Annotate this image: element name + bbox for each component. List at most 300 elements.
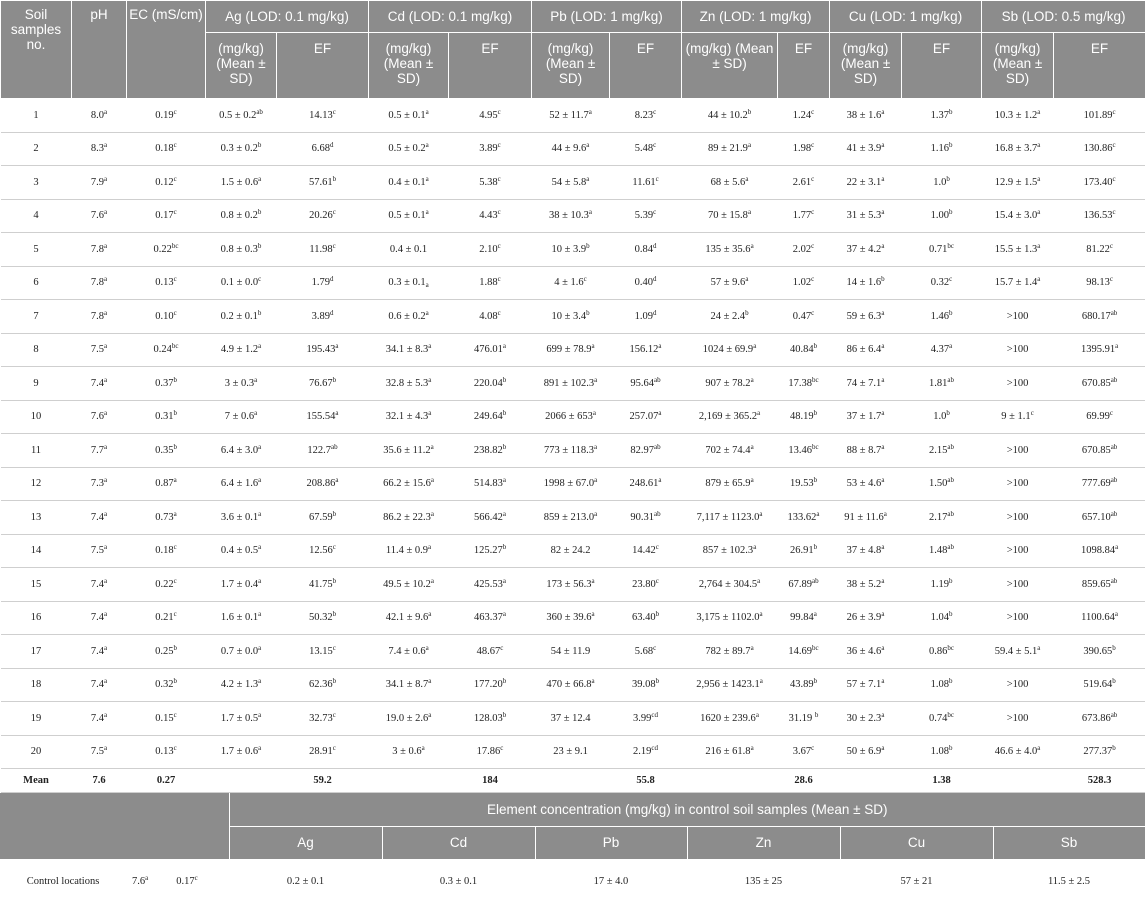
- significance-letter: c: [811, 107, 815, 116]
- significance-letter: bc: [947, 710, 955, 719]
- cell-zn-ef: 3.67$^c$: [778, 735, 830, 769]
- significance-letter: a: [1114, 610, 1118, 619]
- cell-cd-conc: 11.4 ± 0.9$^a$: [369, 534, 449, 568]
- significance-letter: b: [813, 677, 818, 686]
- significance-letter: b: [655, 677, 660, 686]
- significance-letter: a: [881, 308, 885, 317]
- significance-letter: a: [104, 141, 108, 150]
- cell-ph: 7.9$^a$: [72, 166, 127, 200]
- significance-letter: a: [258, 643, 262, 652]
- cell-sb-ef: 519.64$^b$: [1054, 668, 1145, 702]
- cell-pb-ef: 248.61$^a$: [610, 467, 682, 501]
- significance-letter: a: [658, 409, 662, 418]
- significance-letter: a: [591, 342, 595, 351]
- cell-cu-conc: 37 ± 4.2$^a$: [830, 233, 902, 267]
- cell-ag-conc: 6.4 ± 1.6$^a$: [206, 467, 277, 501]
- cell-zn-ef: 99.84$^a$: [778, 601, 830, 635]
- cell-cd-conc: 0.4 ± 0.1$^a$: [369, 166, 449, 200]
- table-row: [1, 367, 1145, 401]
- table-row: [1, 166, 1145, 200]
- significance-letter: b: [502, 375, 507, 384]
- cell-sb-ef: 859.65$^{ab}$: [1054, 568, 1145, 602]
- cell-sample-no: 20: [1, 735, 72, 769]
- significance-letter: b: [502, 543, 507, 552]
- cell-pb-conc: 10 ± 3.4$^b$: [532, 300, 610, 334]
- significance-letter: a: [258, 174, 262, 183]
- table-row: [1, 333, 1145, 367]
- significance-letter: a: [258, 677, 262, 686]
- cell-sb-conc: >100: [982, 568, 1054, 602]
- cell-pb-conc: 52 ± 11.7$^a$: [532, 99, 610, 133]
- significance-letter: ab: [947, 442, 955, 451]
- significance-letter: a: [425, 107, 429, 116]
- cell-sample-no: 3: [1, 166, 72, 200]
- significance-letter: a: [747, 141, 752, 150]
- significance-letter: a: [881, 241, 885, 250]
- control-title: Element concentration (mg/kg) in control soil samples (Mean ± SD): [229, 793, 1145, 826]
- cell-cd-ef: 17.86$^c$: [449, 735, 532, 769]
- cell-zn-conc: 1620 ± 239.6$^a$: [682, 702, 778, 736]
- significance-letter: c: [653, 208, 657, 217]
- cell-cu-ef: 1.0$^b$: [902, 400, 982, 434]
- cell-ec: 0.18$^c$: [127, 534, 206, 568]
- cell-pb-ef: 5.68$^c$: [610, 635, 682, 669]
- cell-sb-ef: 390.65$^b$: [1054, 635, 1145, 669]
- significance-letter: a: [425, 308, 429, 317]
- significance-letter: b: [814, 710, 819, 719]
- cell-ag-conc: 0.3 ± 0.2$^b$: [206, 132, 277, 166]
- significance-letter: a: [428, 543, 432, 552]
- table-row: [1, 199, 1145, 233]
- cell-ec: 0.10$^c$: [127, 300, 206, 334]
- cell-sb-ef: 101.89$^c$: [1054, 99, 1145, 133]
- significance-letter: a: [104, 543, 108, 552]
- significance-letter: a: [750, 476, 754, 485]
- table-row: [1, 534, 1145, 568]
- significance-letter: b: [948, 677, 953, 686]
- cell-sample-no: 11: [1, 434, 72, 468]
- significance-letter: a: [745, 174, 749, 183]
- significance-letter: a: [881, 107, 885, 116]
- significance-letter: a: [592, 409, 596, 418]
- table-row: [1, 99, 1145, 133]
- significance-letter: b: [946, 174, 950, 183]
- cell-ph: 7.4$^a$: [72, 668, 127, 702]
- cell-ag-conc: 0.8 ± 0.3$^b$: [206, 233, 277, 267]
- cell-pb-ef: 156.12$^a$: [610, 333, 682, 367]
- cell-sb-conc: 46.6 ± 4.0$^a$: [982, 735, 1054, 769]
- cell-pb-conc: 173 ± 56.3$^a$: [532, 568, 610, 602]
- control-element-header: Ag: [229, 826, 382, 859]
- cell-ag-ef: 50.32$^b$: [277, 601, 369, 635]
- significance-letter: b: [332, 509, 337, 518]
- cell-ag-conc: 6.4 ± 3.0$^a$: [206, 434, 277, 468]
- cell-pb-ef: 8.23$^c$: [610, 99, 682, 133]
- significance-letter: a: [258, 744, 262, 753]
- control-table: [0, 793, 1145, 903]
- significance-letter: ab: [947, 509, 955, 518]
- cell-cd-ef: 125.27$^b$: [449, 534, 532, 568]
- significance-letter: a: [428, 710, 432, 719]
- cell-pb-conc: 859 ± 213.0$^a$: [532, 501, 610, 535]
- cell-ph: 8.3$^a$: [72, 132, 127, 166]
- cell-ag-conc: 3 ± 0.3$^a$: [206, 367, 277, 401]
- significance-letter: a: [254, 375, 258, 384]
- significance-letter: a: [104, 275, 108, 284]
- cell-cu-conc: 30 ± 2.3$^a$: [830, 702, 902, 736]
- cell-cu-conc: 38 ± 5.2$^a$: [830, 568, 902, 602]
- significance-letter: b: [1112, 744, 1116, 753]
- cell-ph: 7.4$^a$: [72, 601, 127, 635]
- significance-letter: a: [430, 509, 434, 518]
- cell-sb-ef: 81.22$^c$: [1054, 233, 1145, 267]
- cell-sb-ef: 98.13$^c$: [1054, 266, 1145, 300]
- cell-pb-conc: 891 ± 102.3$^a$: [532, 367, 610, 401]
- significance-letter: ab: [654, 509, 661, 518]
- cell-zn-conc: 24 ± 2.4$^b$: [682, 300, 778, 334]
- significance-letter: c: [173, 174, 177, 183]
- cell-cd-conc: 0.5 ± 0.1$^a$: [369, 199, 449, 233]
- significance-letter: c: [1109, 241, 1113, 250]
- significance-letter: ab: [1110, 375, 1118, 384]
- significance-letter: a: [425, 174, 429, 183]
- cell-zn-conc: 7,117 ± 1123.0$^a$: [682, 501, 778, 535]
- significance-letter: b: [332, 375, 337, 384]
- cell-sample-no: 6: [1, 266, 72, 300]
- mean-sb-conc: [982, 769, 1054, 793]
- significance-letter: a: [881, 342, 885, 351]
- cell-ph: 7.6$^a$: [72, 199, 127, 233]
- cell-ag-ef: 41.75$^b$: [277, 568, 369, 602]
- cell-sample-no: 16: [1, 601, 72, 635]
- cell-ph: 7.4$^a$: [72, 702, 127, 736]
- cell-sb-ef: 173.40$^c$: [1054, 166, 1145, 200]
- cell-cd-conc: 34.1 ± 8.7$^a$: [369, 668, 449, 702]
- significance-letter: c: [655, 576, 659, 585]
- mean-sb-ef: 528.3: [1054, 769, 1145, 793]
- significance-letter: a: [881, 174, 885, 183]
- significance-letter: c: [173, 610, 177, 619]
- significance-letter: b: [948, 141, 953, 150]
- cell-pb-ef: 11.61$^c$: [610, 166, 682, 200]
- cell-pb-conc: 1998 ± 67.0$^a$: [532, 467, 610, 501]
- significance-letter: bc: [812, 375, 819, 384]
- cell-ec: 0.17$^c$: [127, 199, 206, 233]
- cell-sb-conc: >100: [982, 668, 1054, 702]
- significance-letter: a: [145, 873, 149, 882]
- cell-ag-conc: 0.4 ± 0.5$^a$: [206, 534, 277, 568]
- significance-letter: a: [881, 710, 885, 719]
- significance-letter: a: [757, 409, 761, 418]
- subheader-conc: (mg/kg) (Mean ± SD): [682, 33, 778, 99]
- cell-ag-conc: 1.7 ± 0.6$^a$: [206, 735, 277, 769]
- cell-cu-ef: 1.04$^b$: [902, 601, 982, 635]
- cell-sb-ef: 680.17$^{ab}$: [1054, 300, 1145, 334]
- significance-letter: b: [502, 677, 507, 686]
- cell-ec: 0.19$^c$: [127, 99, 206, 133]
- significance-letter: a: [1037, 241, 1041, 250]
- cell-sb-conc: >100: [982, 501, 1054, 535]
- table-row: [1, 668, 1145, 702]
- significance-letter: b: [745, 308, 749, 317]
- cell-cu-ef: 1.48$^{ab}$: [902, 534, 982, 568]
- significance-letter: b: [586, 241, 590, 250]
- mean-ph: 7.6: [72, 769, 127, 793]
- significance-letter: b: [813, 543, 818, 552]
- cell-sb-conc: >100: [982, 367, 1054, 401]
- significance-letter: a: [104, 610, 108, 619]
- cell-cu-ef: 1.08$^b$: [902, 668, 982, 702]
- cell-ph: 7.7$^a$: [72, 434, 127, 468]
- cell-sb-conc: >100: [982, 601, 1054, 635]
- significance-letter: c: [811, 174, 815, 183]
- cell-zn-conc: 907 ± 78.2$^a$: [682, 367, 778, 401]
- significance-letter: c: [497, 208, 501, 217]
- significance-letter: a: [881, 476, 885, 485]
- cell-cu-ef: 1.50$^{ab}$: [902, 467, 982, 501]
- mean-ag-ef: 59.2: [277, 769, 369, 793]
- cell-cu-ef: 2.15$^{ab}$: [902, 434, 982, 468]
- control-ec: 0.17$^c$: [176, 873, 198, 887]
- significance-letter: a: [428, 342, 432, 351]
- cell-cd-ef: 4.95$^c$: [449, 99, 532, 133]
- cell-zn-ef: 19.53$^b$: [778, 467, 830, 501]
- significance-letter: b: [948, 744, 953, 753]
- cell-ec: 0.73$^a$: [127, 501, 206, 535]
- cell-sb-conc: >100: [982, 467, 1054, 501]
- header-ec: EC (mS/cm): [127, 1, 206, 99]
- cell-cd-ef: 2.10$^c$: [449, 233, 532, 267]
- mean-ec: 0.27: [127, 769, 206, 793]
- cell-pb-ef: 5.39$^c$: [610, 199, 682, 233]
- cell-cd-ef: 238.82$^b$: [449, 434, 532, 468]
- significance-letter: a: [594, 509, 598, 518]
- significance-letter: a: [881, 543, 885, 552]
- significance-letter: a: [104, 677, 108, 686]
- table-row: [1, 568, 1145, 602]
- control-value: 0.3 ± 0.1: [439, 875, 478, 887]
- cell-sb-ef: 1100.64$^a$: [1054, 601, 1145, 635]
- cell-zn-ef: 31.19 $^b$: [778, 702, 830, 736]
- significance-letter: a: [104, 442, 108, 451]
- cell-ag-ef: 76.67$^b$: [277, 367, 369, 401]
- cell-ph: 7.5$^a$: [72, 534, 127, 568]
- table-row: [1, 233, 1145, 267]
- cell-cu-ef: 1.0$^b$: [902, 166, 982, 200]
- significance-letter: a: [747, 208, 752, 217]
- significance-letter: c: [811, 208, 815, 217]
- cell-zn-ef: 1.02$^c$: [778, 266, 830, 300]
- control-element-header: Pb: [535, 826, 687, 859]
- significance-letter: a: [502, 509, 507, 518]
- cell-ag-ef: 62.36$^b$: [277, 668, 369, 702]
- control-value: 135 ± 25: [744, 875, 783, 887]
- cell-sample-no: 13: [1, 501, 72, 535]
- cell-sb-ef: 69.99$^c$: [1054, 400, 1145, 434]
- cell-zn-ef: 133.62$^a$: [778, 501, 830, 535]
- significance-letter: c: [497, 107, 501, 116]
- significance-letter: c: [497, 241, 501, 250]
- cell-pb-ef: 257.07$^a$: [610, 400, 682, 434]
- significance-letter: ab: [331, 442, 338, 451]
- significance-letter: b: [257, 308, 262, 317]
- significance-letter: c: [811, 141, 815, 150]
- significance-letter: ab: [947, 543, 955, 552]
- cell-zn-ef: 48.19$^b$: [778, 400, 830, 434]
- significance-letter: c: [497, 141, 501, 150]
- significance-letter: c: [653, 141, 657, 150]
- cell-pb-ef: 39.08$^b$: [610, 668, 682, 702]
- significance-letter: bc: [947, 643, 955, 652]
- subheader-conc: (mg/kg) (Mean ± SD): [369, 33, 449, 99]
- cell-cu-ef: 0.71$^{bc}$: [902, 233, 982, 267]
- cell-pb-conc: 10 ± 3.9$^b$: [532, 233, 610, 267]
- cell-cu-conc: 88 ± 8.7$^a$: [830, 434, 902, 468]
- cell-zn-ef: 26.91$^b$: [778, 534, 830, 568]
- significance-letter: bc: [171, 342, 179, 351]
- significance-letter: a: [1115, 342, 1119, 351]
- significance-letter: c: [1112, 208, 1116, 217]
- control-value: 17 ± 4.0: [593, 875, 629, 887]
- cell-pb-ef: 90.31$^{ab}$: [610, 501, 682, 535]
- significance-letter: a: [755, 710, 759, 719]
- significance-letter: a: [745, 275, 749, 284]
- significance-letter: a: [881, 576, 885, 585]
- cell-cd-ef: 4.08$^c$: [449, 300, 532, 334]
- cell-ph: 7.5$^a$: [72, 735, 127, 769]
- cell-sample-no: 4: [1, 199, 72, 233]
- significance-letter: a: [813, 610, 817, 619]
- significance-letter: a: [881, 208, 885, 217]
- cell-pb-ef: 63.40$^b$: [610, 601, 682, 635]
- cell-ec: 0.13$^c$: [127, 266, 206, 300]
- header-pb: Pb (LOD: 1 mg/kg): [532, 1, 682, 33]
- cell-sb-conc: 16.8 ± 3.7$^a$: [982, 132, 1054, 166]
- cell-sb-conc: 12.9 ± 1.5$^a$: [982, 166, 1054, 200]
- header-ph: pH: [72, 1, 127, 99]
- cell-sample-no: 15: [1, 568, 72, 602]
- cell-zn-conc: 2,764 ± 304.5$^a$: [682, 568, 778, 602]
- significance-letter: a: [759, 677, 763, 686]
- significance-letter: a: [104, 208, 108, 217]
- cell-zn-conc: 702 ± 74.4$^a$: [682, 434, 778, 468]
- significance-letter: a: [658, 476, 662, 485]
- significance-letter: ab: [1110, 576, 1118, 585]
- cell-sb-conc: 9 ± 1.1$^c$: [982, 400, 1054, 434]
- significance-letter: c: [1112, 107, 1116, 116]
- cell-cu-ef: 1.46$^b$: [902, 300, 982, 334]
- cell-cu-ef: 1.16$^b$: [902, 132, 982, 166]
- subheader-ef: EF: [449, 33, 532, 99]
- cell-zn-ef: 40.84$^b$: [778, 333, 830, 367]
- significance-letter: c: [173, 576, 177, 585]
- significance-letter: c: [332, 744, 336, 753]
- cell-cd-ef: 5.38$^c$: [449, 166, 532, 200]
- significance-letter: b: [813, 342, 818, 351]
- significance-letter: bc: [812, 442, 819, 451]
- cell-sb-ef: 1395.91$^a$: [1054, 333, 1145, 367]
- cell-zn-conc: 68 ± 5.6$^a$: [682, 166, 778, 200]
- cell-ec: 0.37$^b$: [127, 367, 206, 401]
- cell-cd-conc: 34.1 ± 8.3$^a$: [369, 333, 449, 367]
- significance-letter: bc: [947, 241, 955, 250]
- cell-sb-conc: >100: [982, 534, 1054, 568]
- significance-letter: a: [421, 744, 425, 753]
- cell-cu-conc: 41 ± 3.9$^a$: [830, 132, 902, 166]
- subheader-conc: (mg/kg) (Mean ± SD): [830, 33, 902, 99]
- significance-letter: a: [425, 208, 429, 217]
- cell-cu-ef: 0.32$^c$: [902, 266, 982, 300]
- cell-cd-conc: 35.6 ± 11.2$^a$: [369, 434, 449, 468]
- significance-letter: c: [173, 275, 177, 284]
- significance-letter: a: [335, 409, 339, 418]
- significance-letter: a: [428, 677, 432, 686]
- cell-pb-conc: 470 ± 66.8$^a$: [532, 668, 610, 702]
- cell-cd-conc: 0.5 ± 0.1$^a$: [369, 99, 449, 133]
- cell-zn-conc: 70 ± 15.8$^a$: [682, 199, 778, 233]
- significance-letter: c: [332, 208, 336, 217]
- cell-ag-ef: 57.61$^b$: [277, 166, 369, 200]
- cell-sb-ef: 670.85$^{ab}$: [1054, 367, 1145, 401]
- cell-cu-ef: 1.81$^{ab}$: [902, 367, 982, 401]
- significance-letter: a: [588, 208, 593, 217]
- cell-sb-conc: 15.4 ± 3.0$^a$: [982, 199, 1054, 233]
- subheader-ef: EF: [277, 33, 369, 99]
- cell-sb-ef: 277.37$^b$: [1054, 735, 1145, 769]
- cell-sample-no: 5: [1, 233, 72, 267]
- cell-ag-ef: 28.91$^c$: [277, 735, 369, 769]
- cell-ec: 0.12$^c$: [127, 166, 206, 200]
- significance-letter: a: [258, 442, 262, 451]
- significance-letter: a: [949, 342, 953, 351]
- cell-zn-conc: 57 ± 9.6$^a$: [682, 266, 778, 300]
- cell-sb-ef: 670.85$^{ab}$: [1054, 434, 1145, 468]
- cell-ag-ef: 14.13$^c$: [277, 99, 369, 133]
- significance-letter: b: [948, 576, 953, 585]
- table-row: [1, 400, 1145, 434]
- cell-pb-ef: 14.42$^c$: [610, 534, 682, 568]
- significance-letter: c: [1109, 409, 1113, 418]
- significance-letter: c: [655, 174, 659, 183]
- significance-letter: c: [332, 710, 336, 719]
- cell-ag-conc: 4.9 ± 1.2$^a$: [206, 333, 277, 367]
- cell-zn-ef: 2.61$^c$: [778, 166, 830, 200]
- header-ag: Ag (LOD: 0.1 mg/kg): [206, 1, 369, 33]
- cell-sb-conc: 15.5 ± 1.3$^a$: [982, 233, 1054, 267]
- cell-zn-ef: 0.47$^c$: [778, 300, 830, 334]
- significance-letter: b: [173, 375, 177, 384]
- significance-letter: ab: [654, 442, 661, 451]
- cell-sb-conc: 10.3 ± 1.2$^a$: [982, 99, 1054, 133]
- significance-letter: c: [653, 107, 657, 116]
- cell-pb-ef: 23.80$^c$: [610, 568, 682, 602]
- significance-letter: a: [502, 342, 507, 351]
- control-element-header: Zn: [687, 826, 840, 859]
- significance-letter: a: [594, 375, 598, 384]
- significance-letter: a: [750, 375, 754, 384]
- significance-letter: a: [425, 141, 429, 150]
- significance-letter: a: [428, 610, 432, 619]
- control-value: 0.2 ± 0.1: [286, 875, 325, 887]
- significance-letter: b: [813, 409, 818, 418]
- significance-letter: a: [104, 174, 108, 183]
- cell-cu-conc: 74 ± 7.1$^a$: [830, 367, 902, 401]
- cell-zn-ef: 1.77$^c$: [778, 199, 830, 233]
- significance-letter: a: [1037, 643, 1041, 652]
- cell-zn-conc: 2,956 ± 1423.1$^a$: [682, 668, 778, 702]
- cell-ag-ef: 32.73$^c$: [277, 702, 369, 736]
- cell-pb-conc: 44 ± 9.6$^a$: [532, 132, 610, 166]
